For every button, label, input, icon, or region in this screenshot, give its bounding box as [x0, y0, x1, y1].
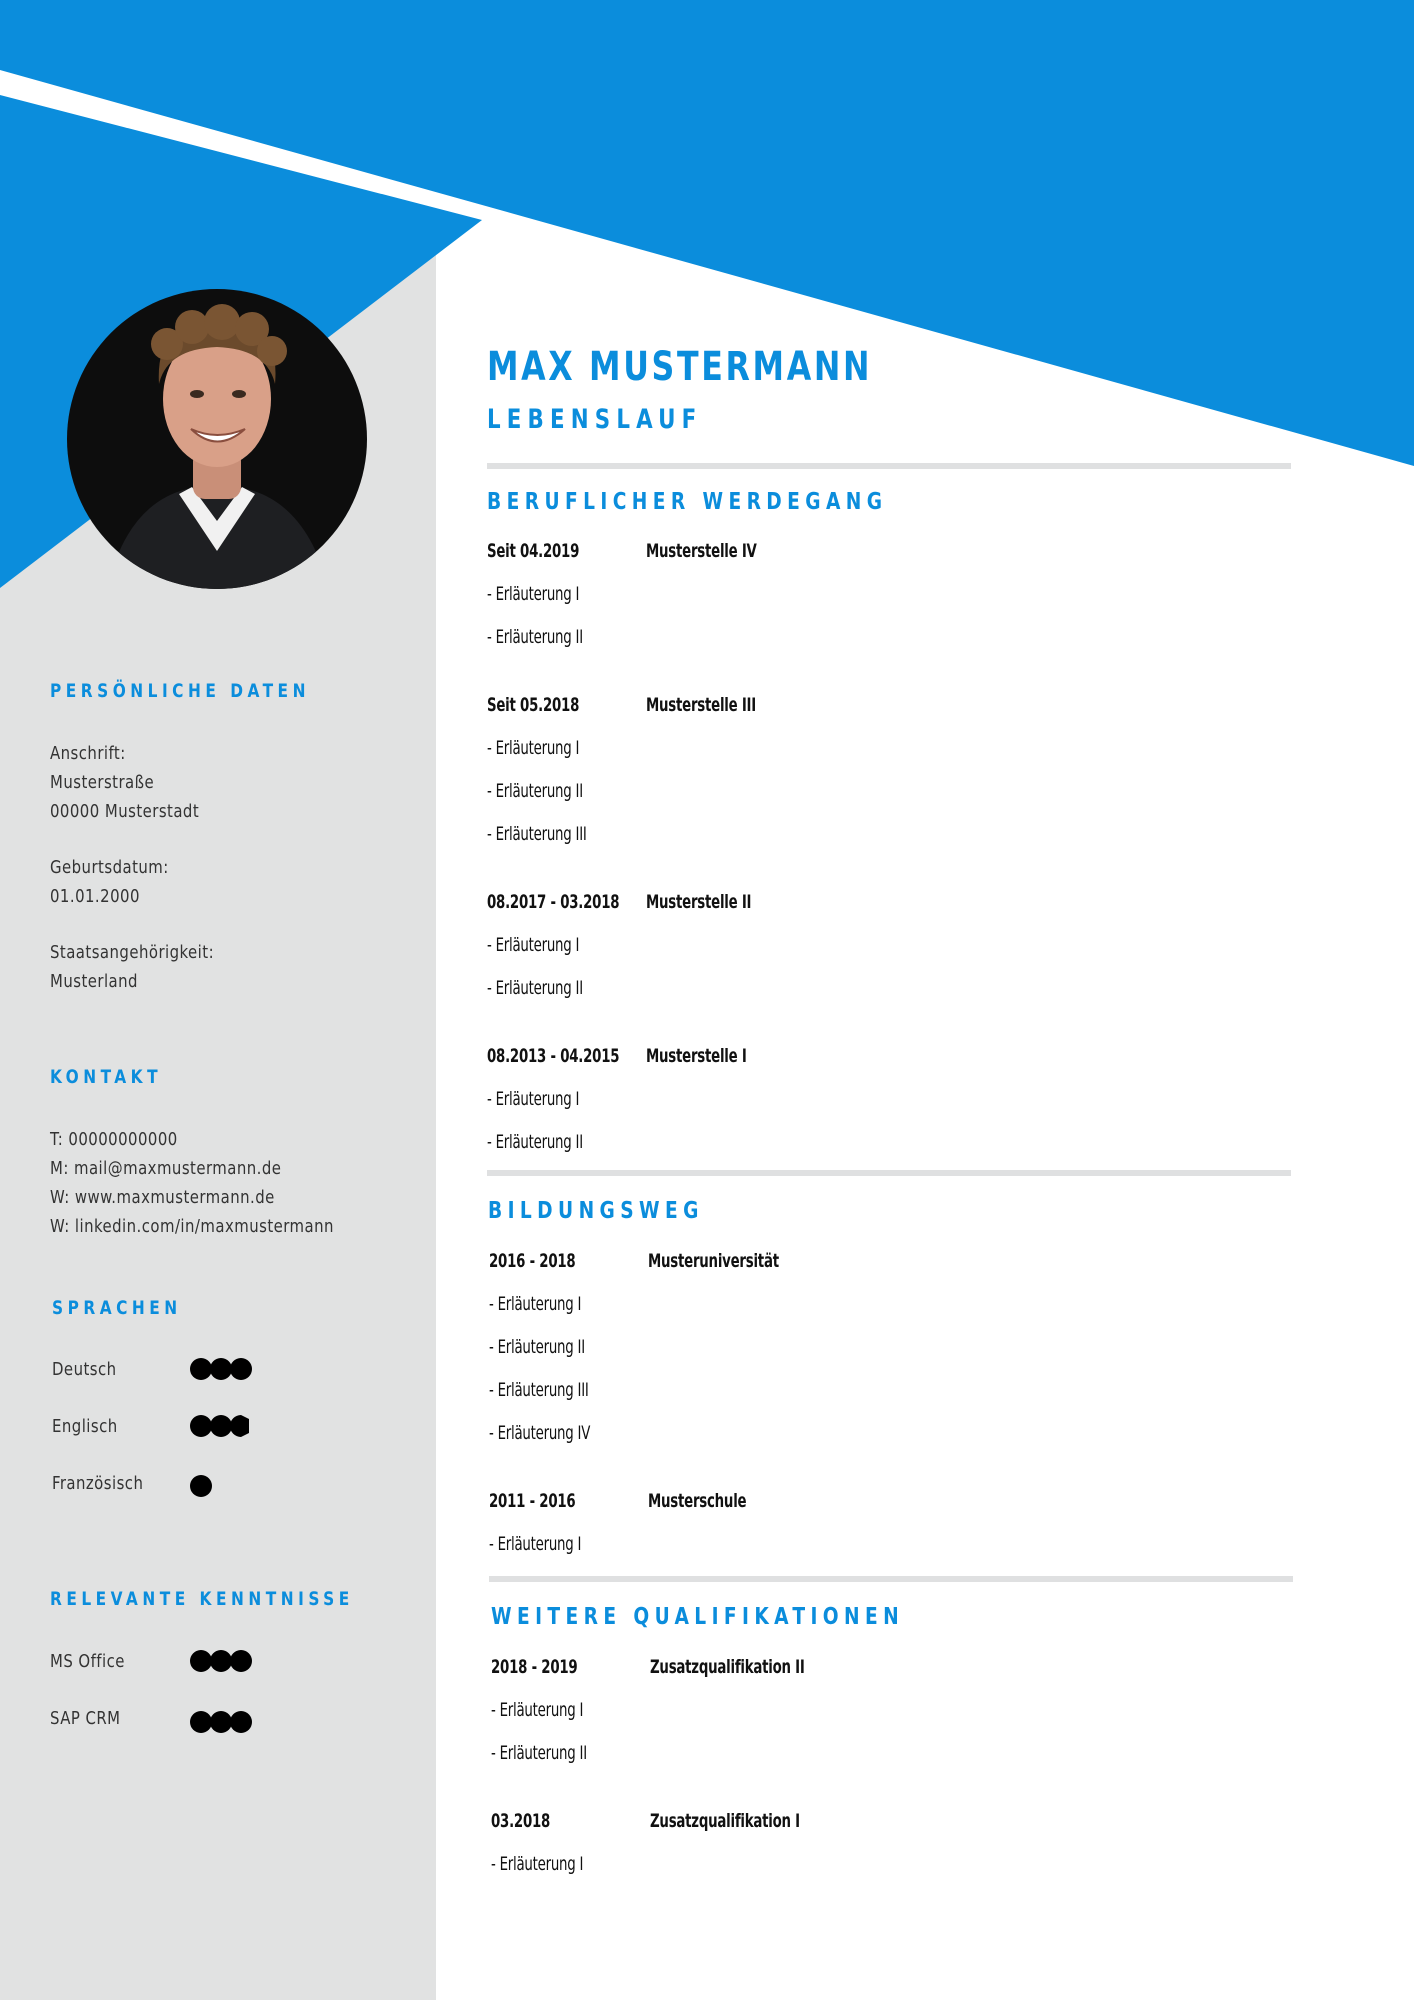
address-line1: Musterstraße — [50, 772, 155, 793]
language-label-englisch: Englisch — [52, 1416, 118, 1437]
language-rating-deutsch — [190, 1358, 260, 1380]
entry-detail: - Erläuterung I — [487, 1088, 580, 1110]
skill-rating-ms-office — [190, 1650, 260, 1672]
rating-dot — [190, 1415, 212, 1437]
entry-position: Musterstelle II — [646, 891, 752, 913]
nationality-value: Musterland — [50, 971, 138, 992]
divider — [487, 1170, 1291, 1176]
entry-detail: - Erläuterung III — [487, 823, 587, 845]
contact-heading: KONTAKT — [50, 1066, 163, 1088]
entry-detail: - Erläuterung II — [487, 1131, 583, 1153]
entry-position: Musterstelle IV — [646, 540, 757, 562]
page-title: MAX MUSTERMANN — [487, 344, 873, 390]
rating-dot — [230, 1358, 252, 1380]
entry-detail: - Erläuterung II — [487, 626, 583, 648]
birth-value: 01.01.2000 — [50, 886, 140, 907]
rating-dot — [210, 1711, 232, 1733]
contact-linkedin: W: linkedin.com/in/maxmustermann — [50, 1216, 334, 1237]
rating-dot — [230, 1650, 252, 1672]
entry-detail: - Erläuterung I — [487, 583, 580, 605]
career-heading: BERUFLICHER WERDEGANG — [487, 489, 888, 515]
contact-info — [50, 1125, 334, 1241]
entry-date: Seit 05.2018 — [487, 694, 580, 716]
rating-dot — [190, 1475, 212, 1497]
entry-date: 2016 - 2018 — [489, 1250, 576, 1272]
entry-position: Zusatzqualifikation I — [650, 1810, 800, 1832]
profile-photo — [67, 289, 367, 589]
entry-detail: - Erläuterung II — [487, 977, 583, 999]
divider — [487, 463, 1291, 469]
rating-dot — [190, 1650, 212, 1672]
contact-mail: M: mail@maxmustermann.de — [50, 1158, 282, 1179]
divider — [489, 1576, 1293, 1582]
skill-rating-sap-crm — [190, 1711, 260, 1733]
page-subtitle: LEBENSLAUF — [487, 404, 703, 435]
entry-position: Musterstelle I — [646, 1045, 747, 1067]
entry-date: Seit 04.2019 — [487, 540, 580, 562]
entry-detail: - Erläuterung I — [487, 737, 580, 759]
education-heading: BILDUNGSWEG — [488, 1198, 704, 1224]
language-rating-englisch — [190, 1415, 260, 1437]
contact-web: W: www.maxmustermann.de — [50, 1187, 275, 1208]
address-label: Anschrift: — [50, 743, 126, 764]
entry-position: Zusatzqualifikation II — [650, 1656, 805, 1678]
language-label-deutsch: Deutsch — [52, 1359, 117, 1380]
entry-position: Musterschule — [648, 1490, 747, 1512]
entry-position: Musterstelle III — [646, 694, 757, 716]
rating-dot — [210, 1650, 232, 1672]
qualifications-heading: WEITERE QUALIFIKATIONEN — [491, 1604, 905, 1630]
entry-detail: - Erläuterung IV — [489, 1422, 591, 1444]
entry-date: 08.2017 - 03.2018 — [487, 891, 620, 913]
language-rating-franzoesisch — [190, 1475, 260, 1497]
rating-dot-partial — [230, 1415, 249, 1437]
address-line2: 00000 Musterstadt — [50, 801, 200, 822]
rating-dot — [190, 1358, 212, 1380]
entry-detail: - Erläuterung I — [489, 1293, 582, 1315]
rating-dot — [190, 1711, 212, 1733]
entry-detail: - Erläuterung II — [491, 1742, 587, 1764]
entry-detail: - Erläuterung I — [487, 934, 580, 956]
entry-date: 03.2018 — [491, 1810, 551, 1832]
entry-detail: - Erläuterung I — [491, 1853, 584, 1875]
personal-data — [50, 739, 214, 996]
rating-dot — [230, 1711, 252, 1733]
languages-heading: SPRACHEN — [52, 1297, 182, 1319]
language-label-franzoesisch: Französisch — [52, 1473, 144, 1494]
nationality-label: Staatsangehörigkeit: — [50, 942, 215, 963]
personal-data-heading: PERSÖNLICHE DATEN — [50, 680, 310, 702]
skill-label-sap-crm: SAP CRM — [50, 1708, 121, 1729]
skill-label-ms-office: MS Office — [50, 1651, 125, 1672]
entry-detail: - Erläuterung II — [487, 780, 583, 802]
rating-dot — [210, 1415, 232, 1437]
entry-detail: - Erläuterung II — [489, 1336, 585, 1358]
entry-detail: - Erläuterung I — [489, 1533, 582, 1555]
rating-dot — [210, 1358, 232, 1380]
entry-detail: - Erläuterung III — [489, 1379, 589, 1401]
entry-date: 2011 - 2016 — [489, 1490, 576, 1512]
skills-heading: RELEVANTE KENNTNISSE — [50, 1588, 354, 1610]
contact-phone: T: 00000000000 — [50, 1129, 178, 1150]
entry-detail: - Erläuterung I — [491, 1699, 584, 1721]
entry-position: Musteruniversität — [648, 1250, 779, 1272]
birth-label: Geburtsdatum: — [50, 857, 169, 878]
entry-date: 2018 - 2019 — [491, 1656, 578, 1678]
avatar — [67, 289, 367, 589]
entry-date: 08.2013 - 04.2015 — [487, 1045, 620, 1067]
